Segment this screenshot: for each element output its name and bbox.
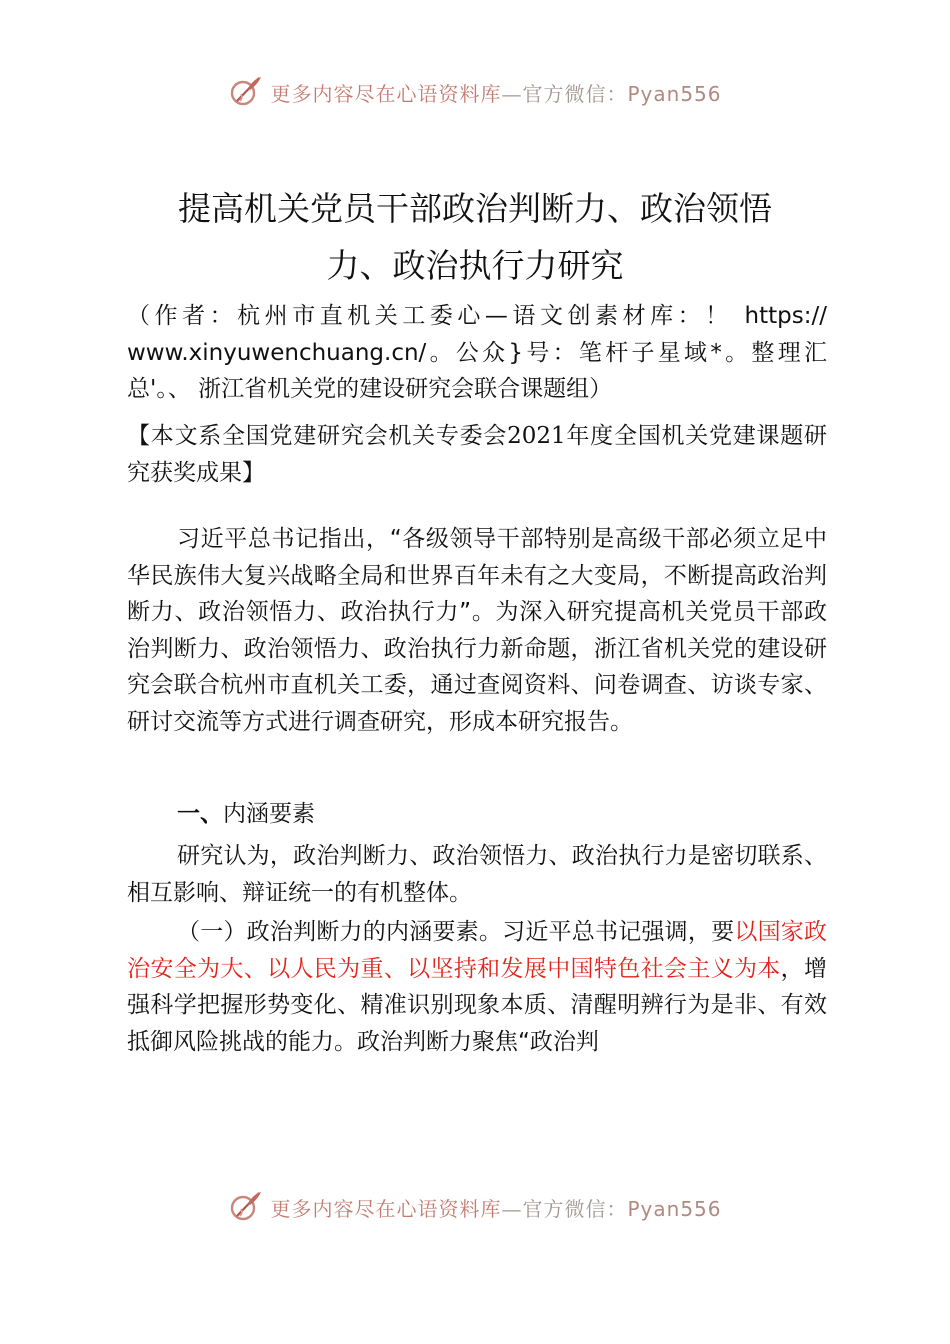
- highlighted-quote: 以国家政治安全为大、以人民为重、以坚持和发展中国特色社会主义为本: [127, 919, 828, 982]
- section-heading: [127, 796, 827, 833]
- award-note-before: 【本文系全国党建研究会机关专委会: [127, 423, 508, 449]
- award-note: [127, 418, 827, 491]
- footer-watermark: [0, 1185, 950, 1229]
- judgment-paragraph: [127, 914, 827, 1060]
- document-title-line-1: 提高机关党员干部政治判断力、政治领悟: [178, 189, 772, 228]
- watermark-wechat-label: —官方微信：: [501, 1196, 628, 1221]
- quill-logo-icon: [228, 74, 264, 110]
- watermark-wechat-label: —官方微信：: [501, 81, 628, 106]
- award-note-year: 2021: [507, 423, 566, 449]
- subsection-heading: （一）政治判断力的内涵要素。: [177, 919, 503, 945]
- paragraph-lead: 习近平总书记强调，要: [502, 919, 735, 945]
- header-watermark: [0, 70, 950, 114]
- quill-logo-icon: [228, 1189, 264, 1225]
- intro-paragraph: 习近平总书记指出，“各级领导干部特别是高级干部必须立足中华民族伟大复兴战略全局和世界百年未有之大变局，不断提高政治判断力、政治领悟力、政治执行力”。为深入研究提高机关党员干部政治判断力、政治领悟力、政治执行力新命题，浙江省机关党的建设研究会联合杭州市直机关工委，通过查阅资料、问卷调查、访谈专家、研讨交流等方式进行调查研究，形成本研究报告。: [127, 526, 827, 735]
- paragraph-rest: ，增强科学把握形势变化、精准识别现象本质、清醒明辨行为是非、有效抵御风险挑战的能力。政治判断力聚焦“政治判: [127, 955, 828, 1055]
- watermark-library: 更多内容尽在心语资料库: [270, 81, 502, 106]
- section-number: 一、: [177, 801, 223, 827]
- author-byline: （作者：杭州市直机关工委心—语文创素材库：！ https:// www.xinyuwenchuang.cn/。公众}号：笔杆子星域*。整理汇总'。、 浙江省机关党的建设研究会联合课题组）: [127, 303, 827, 402]
- watermark-wechat-id: Pyan556: [627, 81, 722, 106]
- watermark-wechat-id: Pyan556: [627, 1196, 722, 1221]
- document-title-line-2: 力、政治执行力研究: [326, 246, 624, 285]
- watermark-text: [270, 1193, 721, 1222]
- watermark-library: 更多内容尽在心语资料库: [270, 1196, 502, 1221]
- research-paragraph: 研究认为，政治判断力、政治领悟力、政治执行力是密切联系、相互影响、辩证统一的有机整体。: [127, 843, 827, 906]
- section-title: 内涵要素: [223, 801, 315, 827]
- award-note-after: 年度全国机关党建课题研究获奖成果】: [127, 423, 828, 486]
- watermark-text: [270, 78, 721, 107]
